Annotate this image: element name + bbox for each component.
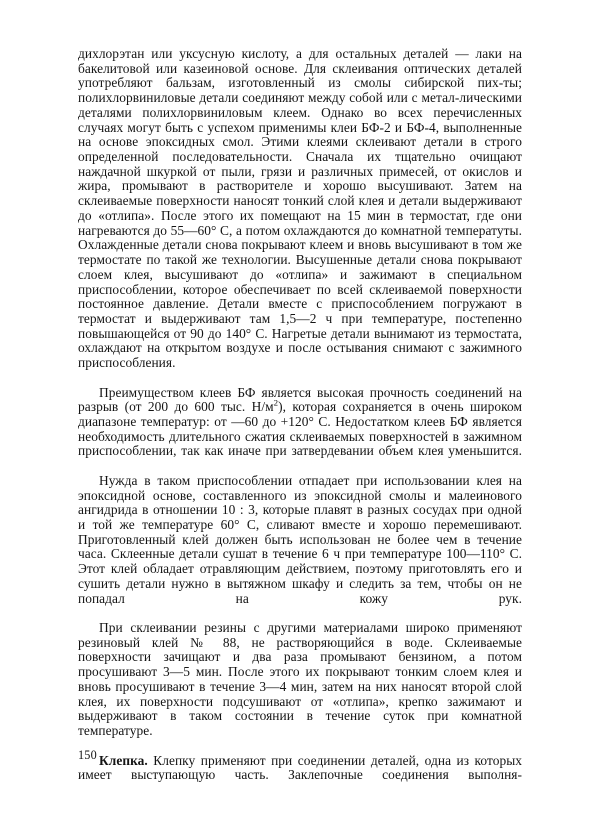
paragraph-text: При склеивании резины с другими материалами широко применяют резиновый клей № 88, не растворяющийся в воде. Склеиваемые поверхности зачищают и два раза промывают бензином, а потом просушивают 3—5 мин. После этого их покрывают тонким слоем клея и вновь просушивают в течение 3—4 мин, затем на них наносят второй слой клея, их поверхности подсушивают от «отлипа», крепко зажимают и выдерживают в таком состоянии в течение суток при комнатной температуре. xyxy=(78,620,522,739)
body-text-column xyxy=(78,47,522,798)
paragraph-bf-advantage xyxy=(78,386,522,474)
paragraph-text: дихлорэтан или уксусную кислоту, а для остальных деталей — лаки на бакелитовой или казеиновой основе. Для склеивания оптических деталей употребляют бальзам, изготовленный из смолы сибирской пих-ты; полихлорвиниловые детали соединяют между собой или с метал-лическими деталями полихлорвиниловым клеем. Однако во всех перечисленных случаях могут быть с успехом применимы клеи БФ-2 и БФ-4, выполненные на основе эпоксидных смол. Этими клеями склеивают детали в строго определенной последовательности. Сначала их тщательно очищают наждачной шкуркой от пыли, грязи и различных примесей, от окислов и жира, промывают в растворителе и хорошо высушивают. Затем на склеиваемые поверхности наносят тонкий слой клея и детали выдерживают до «отлипа». После этого их помещают на 15 мин в термостат, где они нагреваются до 55—60° С, а потом охлаждаются до комнатной температуты. Охлажденные детали снова покрывают клеем и вновь высушивают в том же термостате по такой же технологии. Высушенные детали снова покрывают слоем клея, высушивают до «отлипа» и зажимают в специальном приспособлении, которое обеспечивает по всей склеиваемой поверхности постоянное давление. Детали вместе с приспособлением погружают в термостат и выдерживают там 1,5—2 ч при температуре, постепенно повышающейся от 90 до 140° С. Нагретые детали вынимают из термостата, охлаждают на открытом воздухе и после остывания снимают с зажимного приспособления. xyxy=(78,46,522,371)
run-in-heading-riveting: Клепка. xyxy=(99,752,148,768)
paragraph-text-after-superscript: ), которая сохраняется в очень широком диапазоне температур: от —60 до +120° С. Недостатком клеев БФ является необходимость длительного сжатия склеиваемых поверхностей в зажимном приспособлении, так как иначе при затвердевании объем клея уменьшится. xyxy=(78,399,522,459)
paragraph-riveting xyxy=(78,754,522,798)
paragraph-text-before-superscript: Преимуществом клеев БФ является высокая прочность соединений на разрыв (от 200 до 600 тыс. Н/м xyxy=(78,384,522,415)
paragraph-text: Нужда в таком приспособлении отпадает при использовании клея на эпоксидной основе, составленного из эпоксидной смолы и малеинового ангидрида в отношении 10 : 3, которые плавят в разных сосудах при одной и той же температуре 60° С, сливают вместе и хорошо перемешивают. Приготовленный клей должен быть использован не более чем в течение часа. Склеенные детали сушат в течение 6 ч при температуре 100—110° С. Этот клей обладает отравляющим действием, поэтому приготовлять его и сушить детали нужно в вытяжном шкафу и следить за тем, чтобы он не попадал на кожу рук. xyxy=(78,472,522,606)
paragraph-rubber-glue-88 xyxy=(78,621,522,753)
superscript-square: 2 xyxy=(273,397,279,408)
paragraph-adhesives-types xyxy=(78,47,522,386)
paragraph-text: Клепку применяют при соединении деталей, одна из которых имеет выступающую часть. Заклепочные соединения выполня- xyxy=(78,752,522,783)
page-number: 150 xyxy=(78,748,97,762)
paragraph-epoxy xyxy=(78,474,522,621)
